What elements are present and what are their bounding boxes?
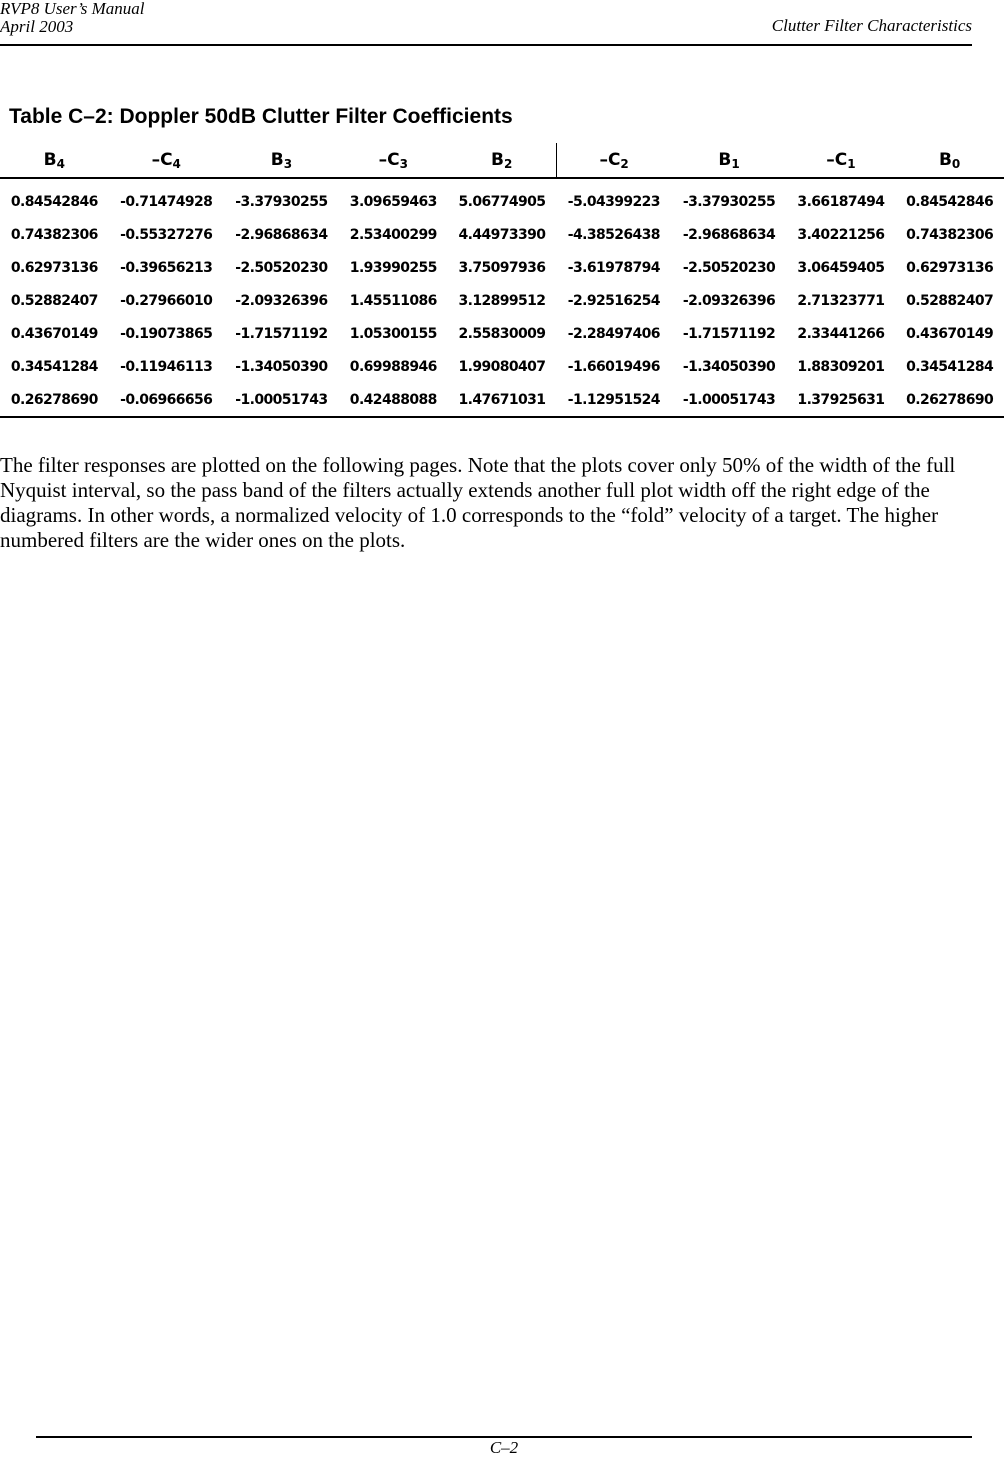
table-row (0, 317, 1004, 350)
table-cell: -0.19073865 (120, 325, 213, 342)
table-cell: 2.53400299 (349, 226, 437, 243)
table-cell: -1.66019496 (567, 358, 660, 375)
table-cell: 1.93990255 (349, 259, 437, 276)
table-cell: -3.61978794 (567, 259, 660, 276)
table-cell: 1.37925631 (787, 383, 896, 417)
table-cell: 3.75097936 (458, 259, 546, 276)
column-header-b0: $B_0$ (895, 143, 1004, 178)
table-cell: 0.74382306 (10, 226, 98, 243)
column-header-b3: $B_3$ (224, 143, 339, 178)
table-cell: 0.26278690 (0, 383, 109, 417)
table-cell: -1.12951524 (556, 383, 671, 417)
table-cell: -1.00051743 (671, 383, 786, 417)
table-cell: -1.71571192 (235, 325, 328, 342)
coefficient-table (0, 143, 1004, 418)
table-cell: 0.84542846 (10, 193, 98, 210)
table-cell: -1.34050390 (235, 358, 328, 375)
table-cell: 0.26278690 (895, 383, 1004, 417)
table-cell: -2.50520230 (682, 259, 776, 276)
table-title: Table C–2: Doppler 50dB Clutter Filter Coefficients (9, 105, 513, 128)
table-cell: 0.42488088 (339, 383, 448, 417)
table-cell: -4.38526438 (567, 226, 660, 243)
table-cell: 3.40221256 (797, 226, 885, 243)
table-cell: 1.05300155 (349, 325, 437, 342)
table-cell: 1.88309201 (797, 358, 885, 375)
table-cell: 2.71323771 (797, 292, 885, 309)
column-header-c4: $-C_4$ (109, 143, 224, 178)
table-cell: -1.34050390 (682, 358, 776, 375)
table-cell: -5.04399223 (567, 193, 660, 210)
table-cell: 0.69988946 (349, 358, 437, 375)
table-cell: 2.55830009 (458, 325, 546, 342)
table-cell: 1.99080407 (458, 358, 546, 375)
body-paragraph: The filter responses are plotted on the following pages. Note that the plots cover only 50% of the width of the full Nyquist interval, so the pass band of the filters actually extends another full plot width off the right edge of the diagrams. In other words, a normalized velocity of 1.0 corresponds to the “fold” velocity of a target. The higher numbered filters are the wider ones on the plots. (0, 453, 956, 552)
table-body (0, 178, 1004, 417)
table-cell: 0.74382306 (906, 226, 994, 243)
table-cell: 3.12899512 (458, 292, 546, 309)
table-cell: -2.96868634 (682, 226, 776, 243)
table-cell: 0.43670149 (10, 325, 98, 342)
running-header (0, 0, 972, 46)
table-cell: 4.44973390 (458, 226, 546, 243)
table-cell: -0.55327276 (120, 226, 213, 243)
table-row (0, 178, 1004, 218)
column-header-c2: $-C_2$ (556, 143, 671, 178)
table-cell: 1.47671031 (448, 383, 557, 417)
table-cell: 0.34541284 (906, 358, 994, 375)
table-cell: -0.39656213 (120, 259, 213, 276)
table-cell: 0.52882407 (10, 292, 98, 309)
table-cell: 5.06774905 (458, 193, 546, 210)
table-row (0, 251, 1004, 284)
table-cell: 0.84542846 (906, 193, 994, 210)
table-cell: -2.28497406 (567, 325, 660, 342)
table-cell: -2.50520230 (235, 259, 328, 276)
column-header-b1: $B_1$ (671, 143, 786, 178)
table-cell: 3.09659463 (349, 193, 437, 210)
table-cell: 0.52882407 (906, 292, 994, 309)
page-footer (36, 1436, 972, 1458)
table-row (0, 383, 1004, 417)
table-cell: -0.27966010 (120, 292, 213, 309)
table-cell: -3.37930255 (235, 193, 328, 210)
table-cell: -0.71474928 (120, 193, 213, 210)
table-cell: -0.06966656 (109, 383, 224, 417)
manual-title: RVP8 User’s Manual (0, 0, 145, 18)
publication-date: April 2003 (0, 17, 74, 36)
table-cell: 3.06459405 (797, 259, 885, 276)
table-cell: -3.37930255 (682, 193, 776, 210)
table-cell: -2.92516254 (567, 292, 660, 309)
table-cell: 1.45511086 (349, 292, 437, 309)
table-row (0, 218, 1004, 251)
table-cell: 0.34541284 (10, 358, 98, 375)
table-cell: -0.11946113 (120, 358, 213, 375)
column-header-c1: $-C_1$ (787, 143, 896, 178)
column-header-b4: $B_4$ (0, 143, 109, 178)
table-cell: -2.09326396 (682, 292, 776, 309)
table-cell: -1.00051743 (224, 383, 339, 417)
table-header-row (0, 143, 1004, 178)
column-header-b2: $B_2$ (448, 143, 557, 178)
table-cell: 2.33441266 (797, 325, 885, 342)
table-row (0, 284, 1004, 317)
page-number: C–2 (489, 1438, 519, 1457)
table-cell: 3.66187494 (797, 193, 885, 210)
table-row (0, 350, 1004, 383)
table-cell: -1.71571192 (682, 325, 776, 342)
section-title: Clutter Filter Characteristics (771, 16, 972, 35)
header-left (0, 0, 145, 36)
table-cell: 0.43670149 (906, 325, 994, 342)
table-cell: 0.62973136 (10, 259, 98, 276)
table-cell: -2.96868634 (235, 226, 328, 243)
table-cell: 0.62973136 (906, 259, 994, 276)
column-header-c3: $-C_3$ (339, 143, 448, 178)
table-cell: -2.09326396 (235, 292, 328, 309)
